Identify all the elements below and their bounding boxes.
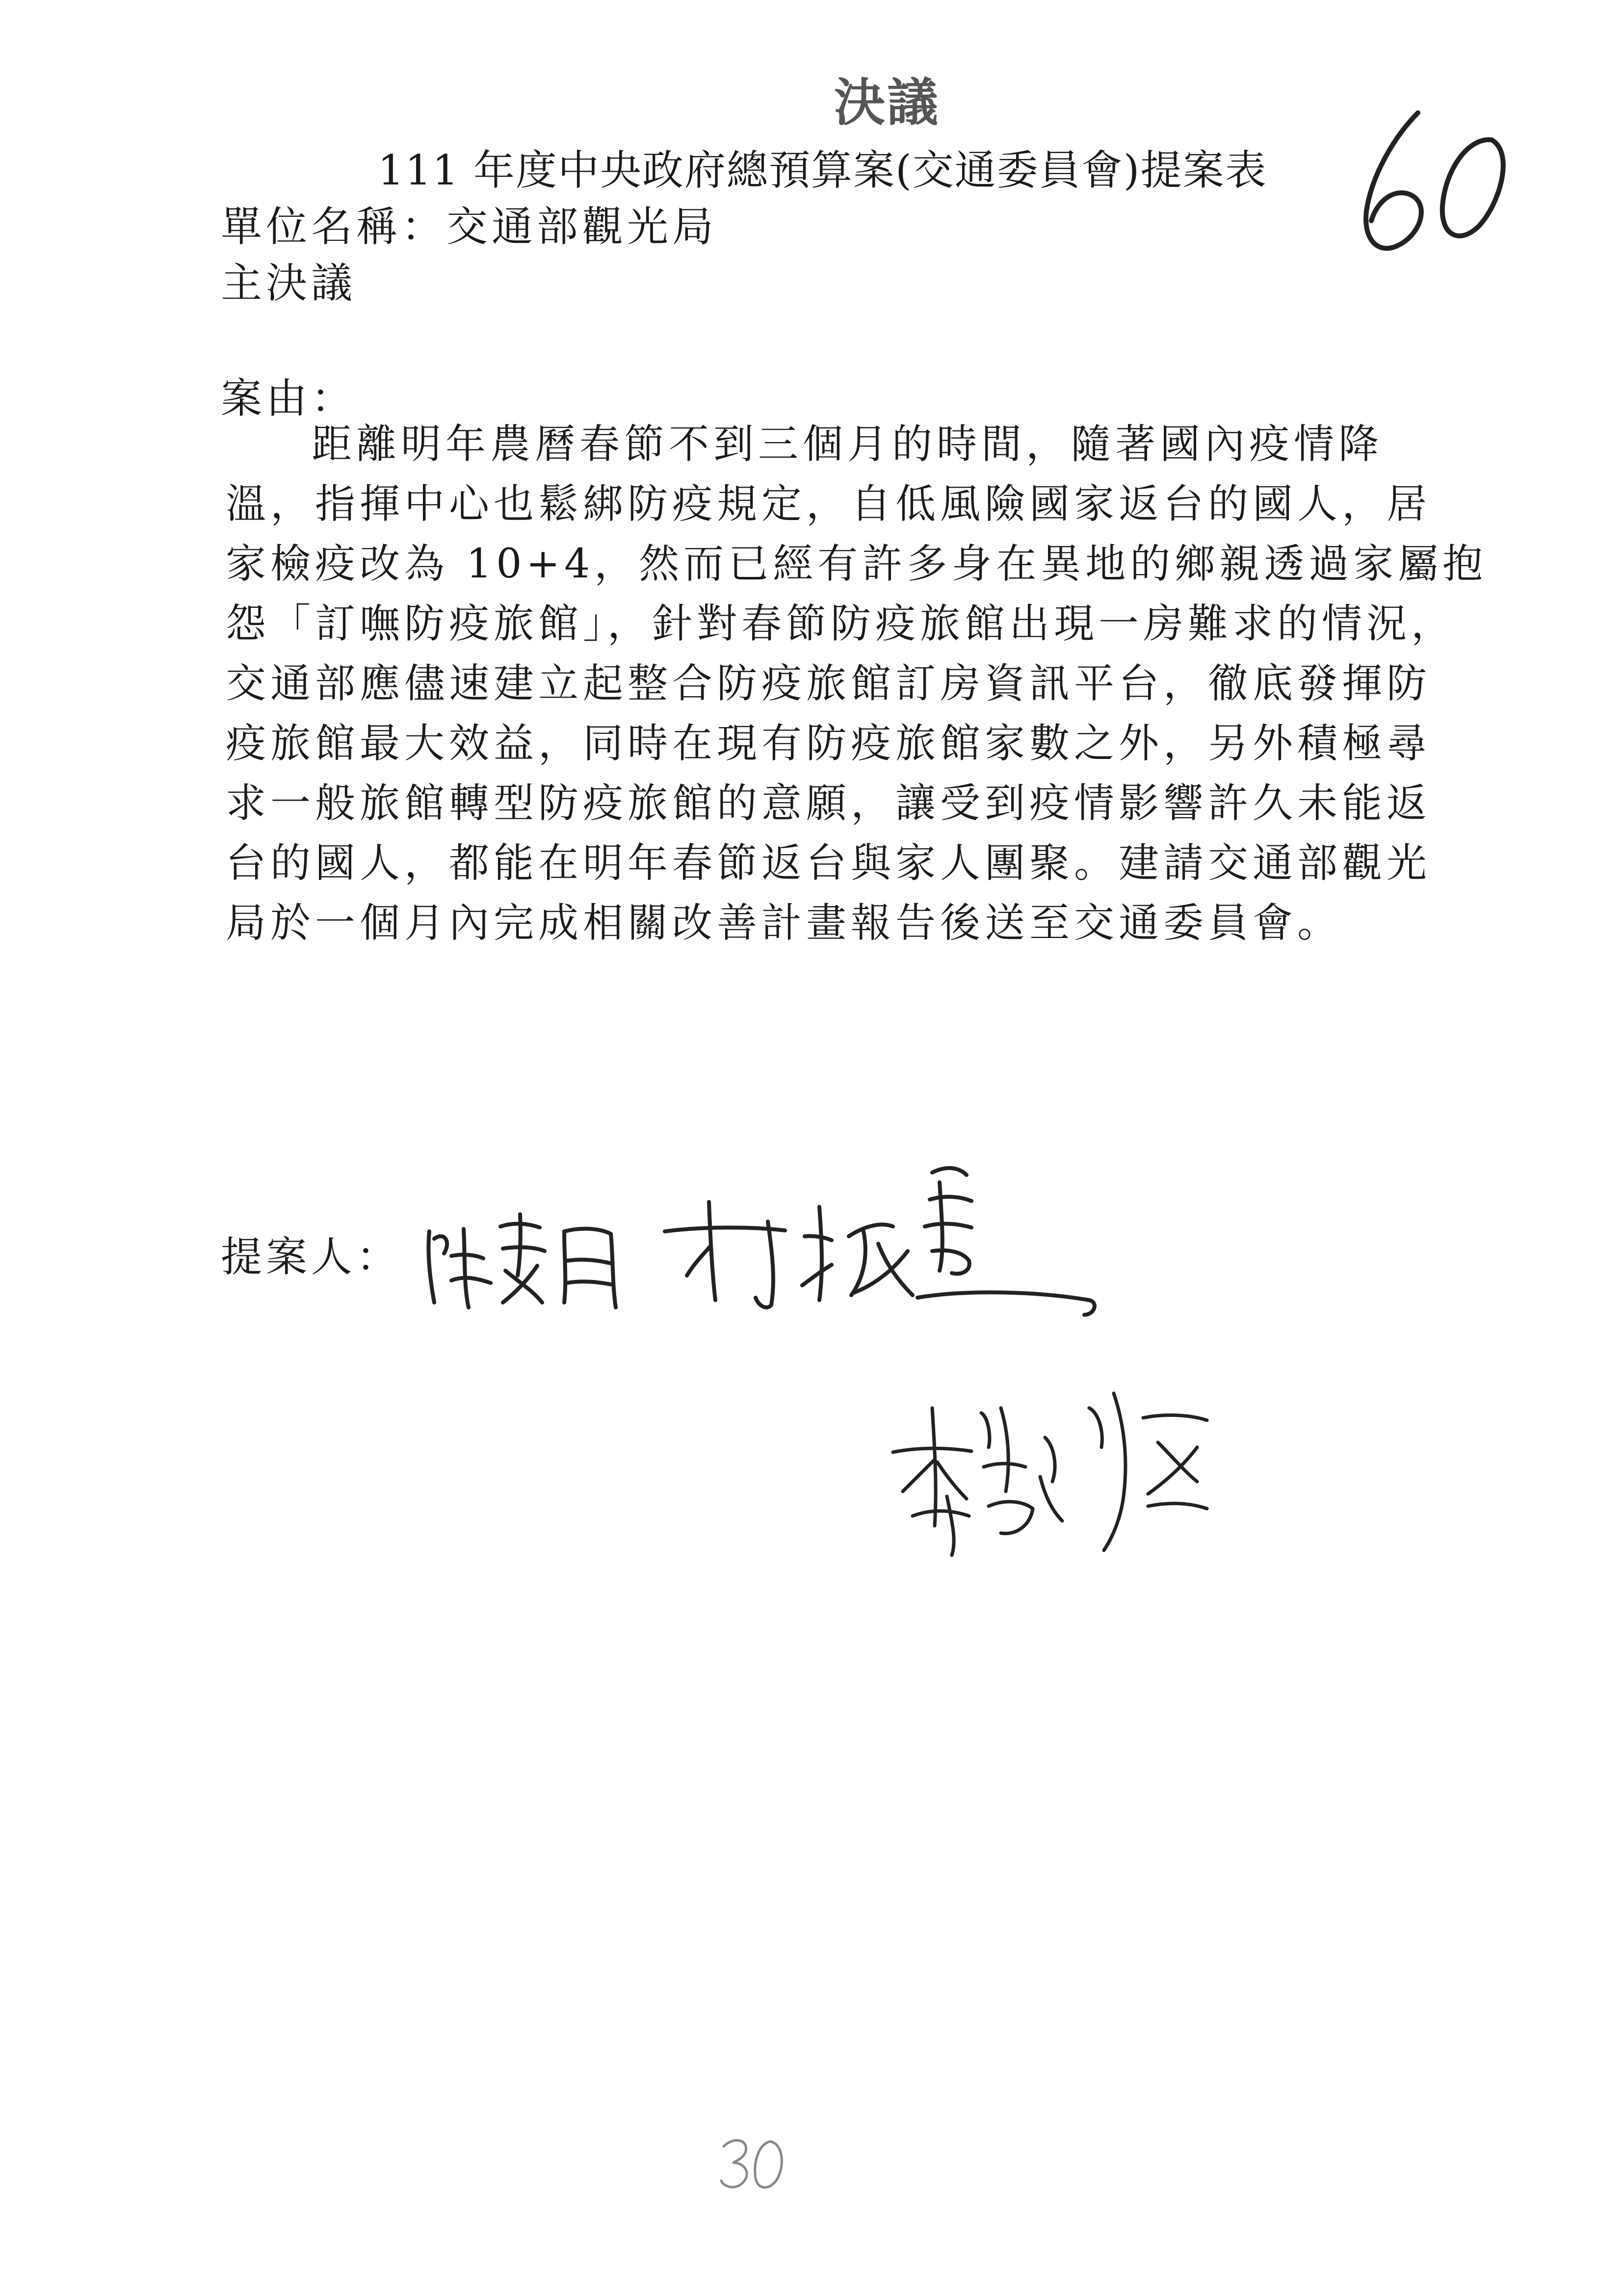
reason-line: 怨「訂嘸防疫旅館」，針對春節防疫旅館出現一房難求的情況， bbox=[226, 600, 1456, 647]
reason-line: 疫旅館最大效益，同時在現有防疫旅館家數之外，另外積極尋 bbox=[226, 720, 1432, 767]
reason-line: 距離明年農曆春節不到三個月的時間，隨著國內疫情降 bbox=[312, 421, 1384, 468]
reason-line: 家檢疫改為 10+4，然而已經有許多身在異地的鄉親透過家屬抱 bbox=[226, 541, 1488, 587]
reason-label: 案由： bbox=[221, 374, 357, 422]
signature-2 bbox=[657, 1153, 1109, 1320]
handwritten-bottom-number bbox=[716, 2124, 795, 2198]
unit-name: 單位名稱：交通部觀光局 bbox=[221, 203, 718, 251]
handwritten-page-number bbox=[1344, 93, 1531, 270]
signature-1 bbox=[417, 1197, 633, 1320]
signature-3 bbox=[883, 1379, 1217, 1565]
resolution-stamp: 決議 bbox=[834, 72, 941, 132]
reason-line: 求一般旅館轉型防疫旅館的意願，讓受到疫情影響許久未能返 bbox=[226, 780, 1432, 827]
reason-body bbox=[226, 415, 1488, 953]
reason-line: 溫，指揮中心也鬆綁防疫規定，自低風險國家返台的國人，居 bbox=[226, 481, 1432, 527]
proposer-label: 提案人： bbox=[221, 1233, 402, 1281]
reason-line: 交通部應儘速建立起整合防疫旅館訂房資訊平台，徹底發揮防 bbox=[226, 660, 1432, 707]
document-title: 111 年度中央政府總預算案(交通委員會)提案表 bbox=[378, 146, 1267, 194]
resolution-type: 主決議 bbox=[221, 259, 357, 307]
reason-line: 台的國人，都能在明年春節返台與家人團聚。建請交通部觀光 bbox=[226, 840, 1432, 887]
reason-line: 局於一個月內完成相關改善計畫報告後送至交通委員會。 bbox=[226, 900, 1342, 946]
